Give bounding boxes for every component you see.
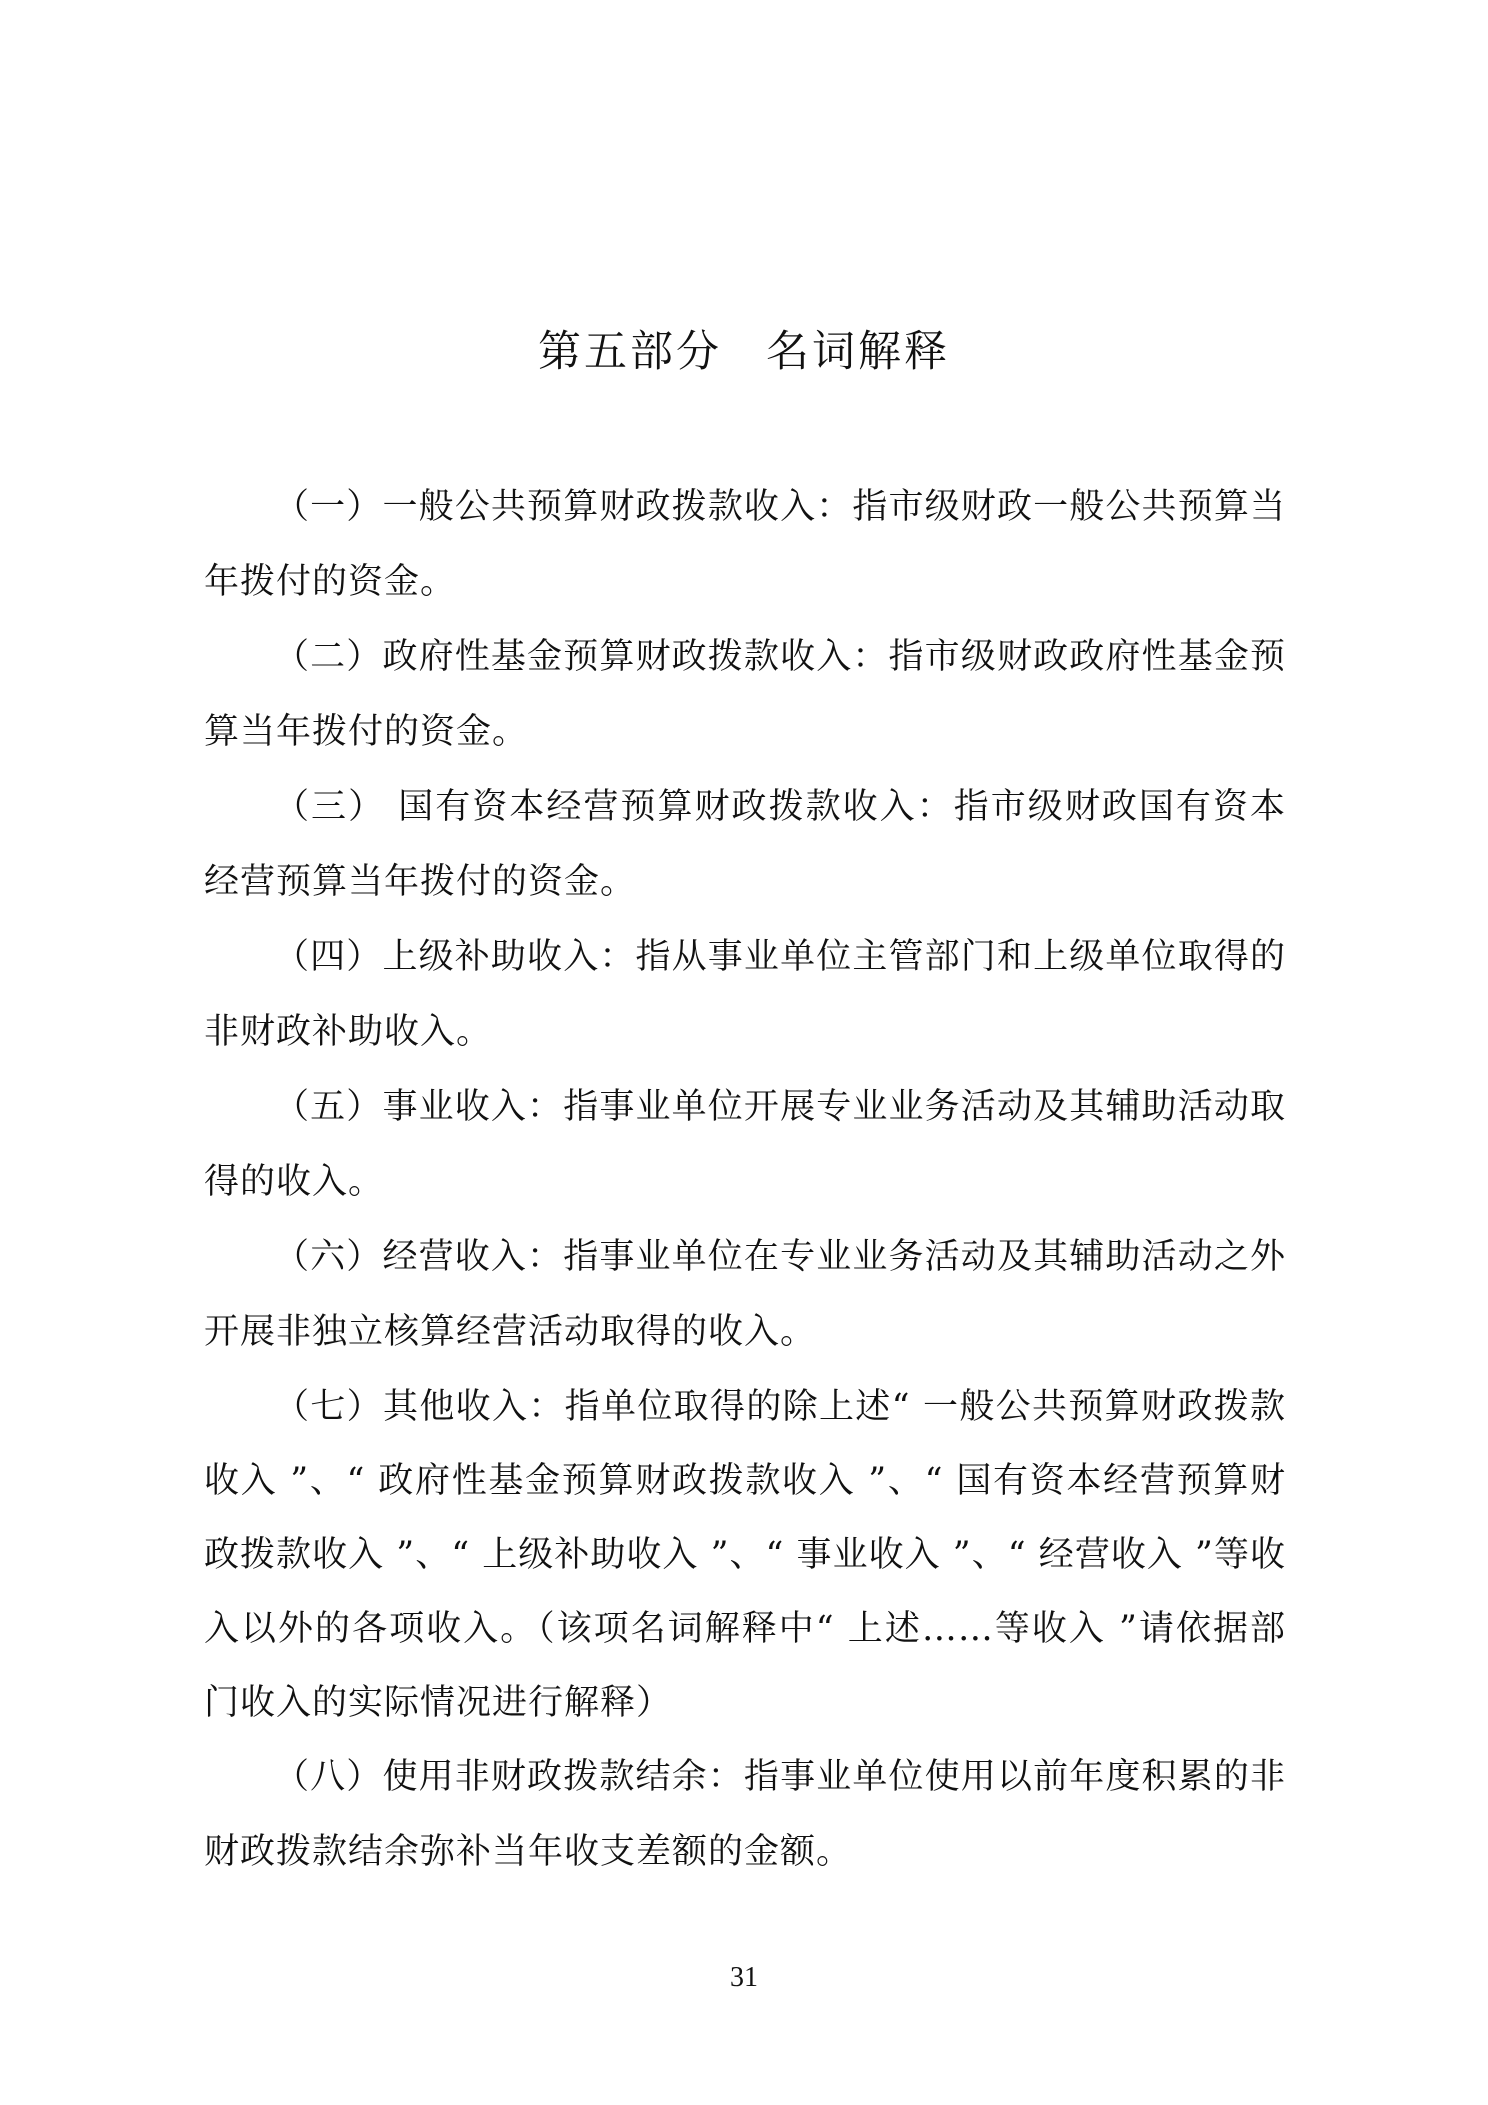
definition-item <box>204 1740 1286 1890</box>
item-text: 使用非财政拨款结余：指事业单位使用以前年度积累的非财政拨款结余弥补当年收支差额的金额。 <box>204 1757 1286 1872</box>
definitions-list <box>204 470 1286 1890</box>
definition-item <box>204 1220 1286 1370</box>
item-text: 经营收入：指事业单位在专业业务活动及其辅助活动之外开展非独立核算经营活动取得的收入。 <box>204 1237 1286 1352</box>
definition-item <box>204 920 1286 1070</box>
definition-item <box>204 470 1286 620</box>
item-number: （六） <box>274 1237 383 1277</box>
item-text: 国有资本经营预算财政拨款收入：指市级财政国有资本经营预算当年拨付的资金。 <box>204 787 1286 902</box>
definition-item <box>204 620 1286 770</box>
definition-item <box>204 770 1286 920</box>
item-text: 政府性基金预算财政拨款收入：指市级财政政府性基金预算当年拨付的资金。 <box>204 637 1286 752</box>
item-number: （一） <box>274 487 383 527</box>
item-text: 事业收入：指事业单位开展专业业务活动及其辅助活动取得的收入。 <box>204 1087 1286 1202</box>
item-number: （二） <box>274 637 383 677</box>
page-title <box>0 322 1488 382</box>
item-number: （八） <box>274 1757 383 1797</box>
definition-item <box>204 1370 1286 1740</box>
item-number: （三） <box>274 787 386 827</box>
item-number: （七） <box>274 1387 383 1427</box>
item-text: 上级补助收入：指从事业单位主管部门和上级单位取得的非财政补助收入。 <box>204 937 1286 1052</box>
title-name: 名词解释 <box>766 327 950 377</box>
item-number: （五） <box>274 1087 383 1127</box>
item-number: （四） <box>274 937 383 977</box>
definition-item <box>204 1070 1286 1220</box>
page-number: 31 <box>730 1962 758 1993</box>
title-part: 第五部分 <box>538 327 722 377</box>
item-text: 一般公共预算财政拨款收入：指市级财政一般公共预算当年拨付的资金。 <box>204 487 1286 602</box>
item-text: 其他收入：指单位取得的除上述“ 一般公共预算财政拨款收入 ”、“ 政府性基金预算财政拨款收入 ”、“ 国有资本经营预算财政拨款收入 ”、“ 上级补助收入 ”、“ 事业收入 ”、“ 经营收入 ”等收入以外的各项收入。（该项名词解释中“ 上述……等收入 ”请依据部门收入的实际情况进行解释） <box>204 1387 1286 1723</box>
